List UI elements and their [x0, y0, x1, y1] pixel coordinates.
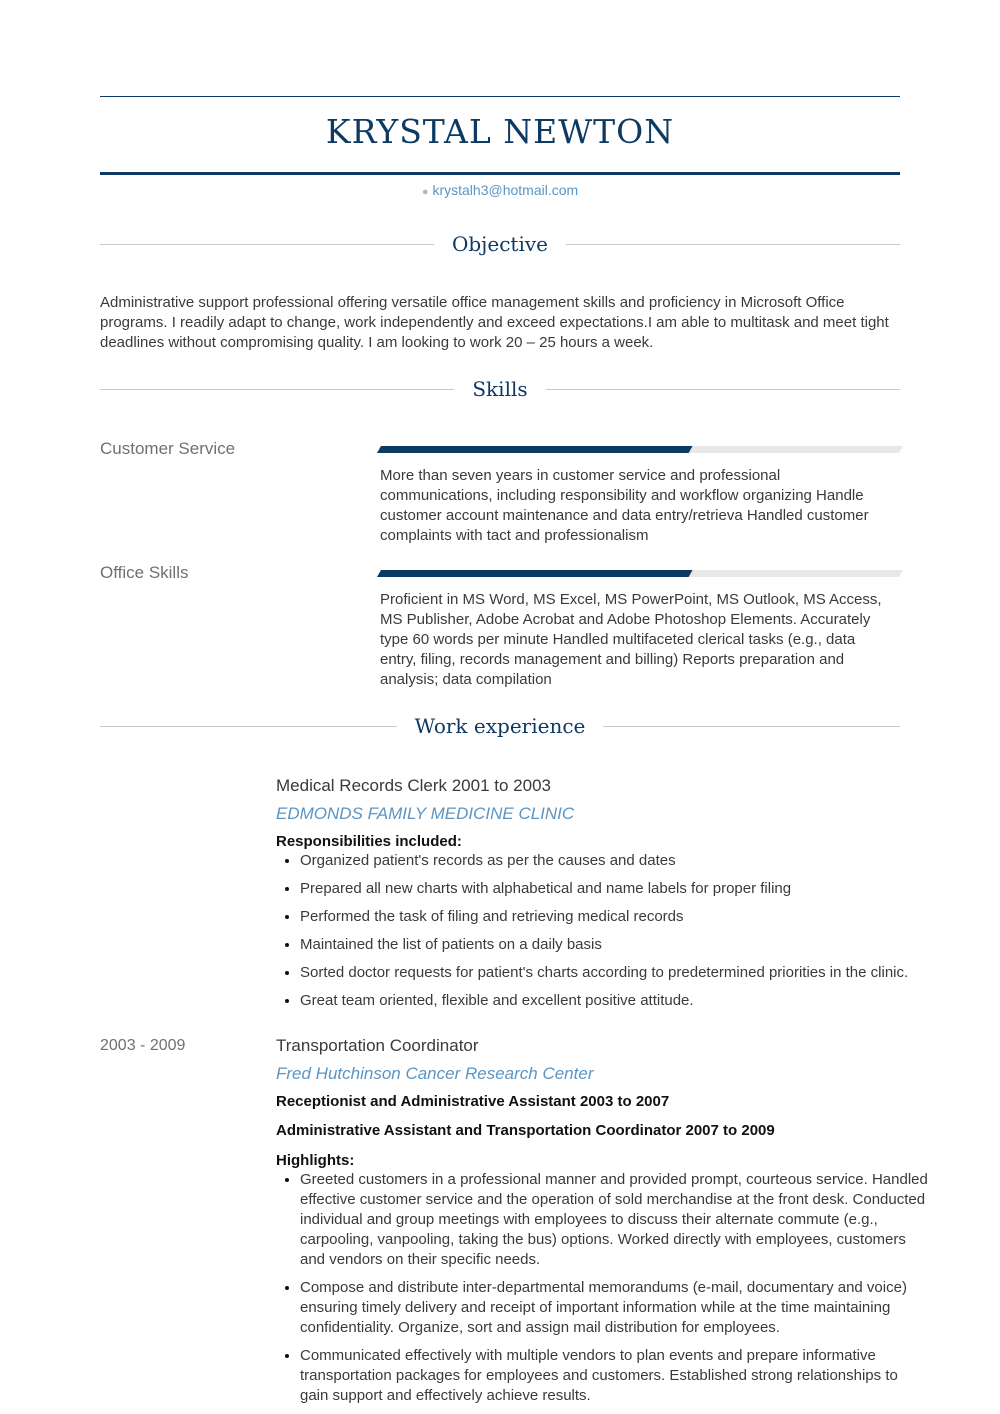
skill-level-fill — [377, 446, 693, 453]
header-bottom-rule — [100, 172, 900, 175]
job-company: EDMONDS FAMILY MEDICINE CLINIC — [276, 804, 575, 823]
list-item: • Greeted customers in a professional manner and provided prompt, courteous service. Handled effective customer service and the operation of sold merchandise at the front desk. Conducted individual and group meetings with employees to discuss their alternate commute (e.g., carpooling, vanpooling, taking the bus) options. Worked directly with employees, customers and vendors on their specific needs. — [300, 1170, 930, 1270]
skill-name: Customer Service — [100, 439, 236, 458]
list-item: • Communicated effectively with multiple vendors to plan events and prepare informative transportation packages for employees and customers. Established strong relationships to gain support and effectively achieve results. — [300, 1346, 930, 1406]
job-date: 2003 - 2009 — [100, 1037, 186, 1054]
skill-description: Proficient in MS Word, MS Excel, MS PowerPoint, MS Outlook, MS Access, MS Publisher, Adobe Acrobat and Adobe Photoshop Elements. Accurately type 60 words per minute Handled multifaceted clerical tasks (e.g., data entry, filing, records management and billing) Reports preparation and analysis; data compilation — [380, 591, 882, 688]
list-item: • Organized patient's records as per the causes and dates — [300, 851, 930, 871]
section-title-objective: Objective — [434, 229, 566, 259]
work-header — [100, 711, 900, 741]
header-top-rule — [100, 96, 900, 97]
skill-description: More than seven years in customer service and professional communications, including responsibility and workflow organizing Handle customer account maintenance and data entry/retrieva Handled customer complaints with tact and professionalism — [380, 467, 869, 544]
candidate-name: KRYSTAL NEWTON — [325, 112, 675, 151]
section-title-work: Work experience — [397, 711, 604, 741]
section-title-skills: Skills — [454, 374, 545, 404]
list-item: • Performed the task of filing and retrieving medical records — [300, 907, 930, 927]
skill-level-bar — [377, 446, 903, 453]
list-item: • Maintained the list of patients on a daily basis — [300, 935, 930, 955]
objective-header — [100, 229, 900, 259]
job-company: Fred Hutchinson Cancer Research Center — [276, 1064, 594, 1083]
job-list-heading: Responsibilities included: — [276, 833, 462, 850]
job-bullet-list — [276, 851, 930, 1019]
job-list-heading: Highlights: — [276, 1152, 355, 1169]
list-item: • Prepared all new charts with alphabetical and name labels for proper filing — [300, 879, 930, 899]
job-role: Administrative Assistant and Transportation Coordinator 2007 to 2009 — [276, 1122, 775, 1139]
job-title: Medical Records Clerk 2001 to 2003 — [276, 776, 551, 795]
contact-line — [100, 182, 900, 198]
job-title: Transportation Coordinator — [276, 1036, 479, 1055]
skill-level-fill — [377, 570, 693, 577]
job-role: Receptionist and Administrative Assistant 2003 to 2007 — [276, 1093, 670, 1110]
list-item: • Great team oriented, flexible and excellent positive attitude. — [300, 991, 930, 1011]
job-bullet-list — [276, 1170, 930, 1414]
skill-level-bar — [377, 570, 903, 577]
email-link[interactable]: krystalh3@hotmail.com — [432, 182, 579, 198]
skills-header — [100, 374, 900, 404]
contact-bullet-icon: ● — [421, 186, 429, 198]
list-item: • Compose and distribute inter-departmental memorandums (e-mail, documentary and voice) ensuring timely delivery and receipt of important information while at the time maintaining confidentiality. Organize, sort and assign mail distribution for employees. — [300, 1278, 930, 1338]
skill-name: Office Skills — [100, 563, 189, 582]
objective-text: Administrative support professional offering versatile office management skills and proficiency in Microsoft Office programs. I readily adapt to change, work independently and exceed expectations.I am able to multitask and meet tight deadlines without compromising quality. I am looking to work 20 – 25 hours a week. — [100, 294, 889, 351]
list-item: • Sorted doctor requests for patient's charts according to predetermined priorities in the clinic. — [300, 963, 930, 983]
